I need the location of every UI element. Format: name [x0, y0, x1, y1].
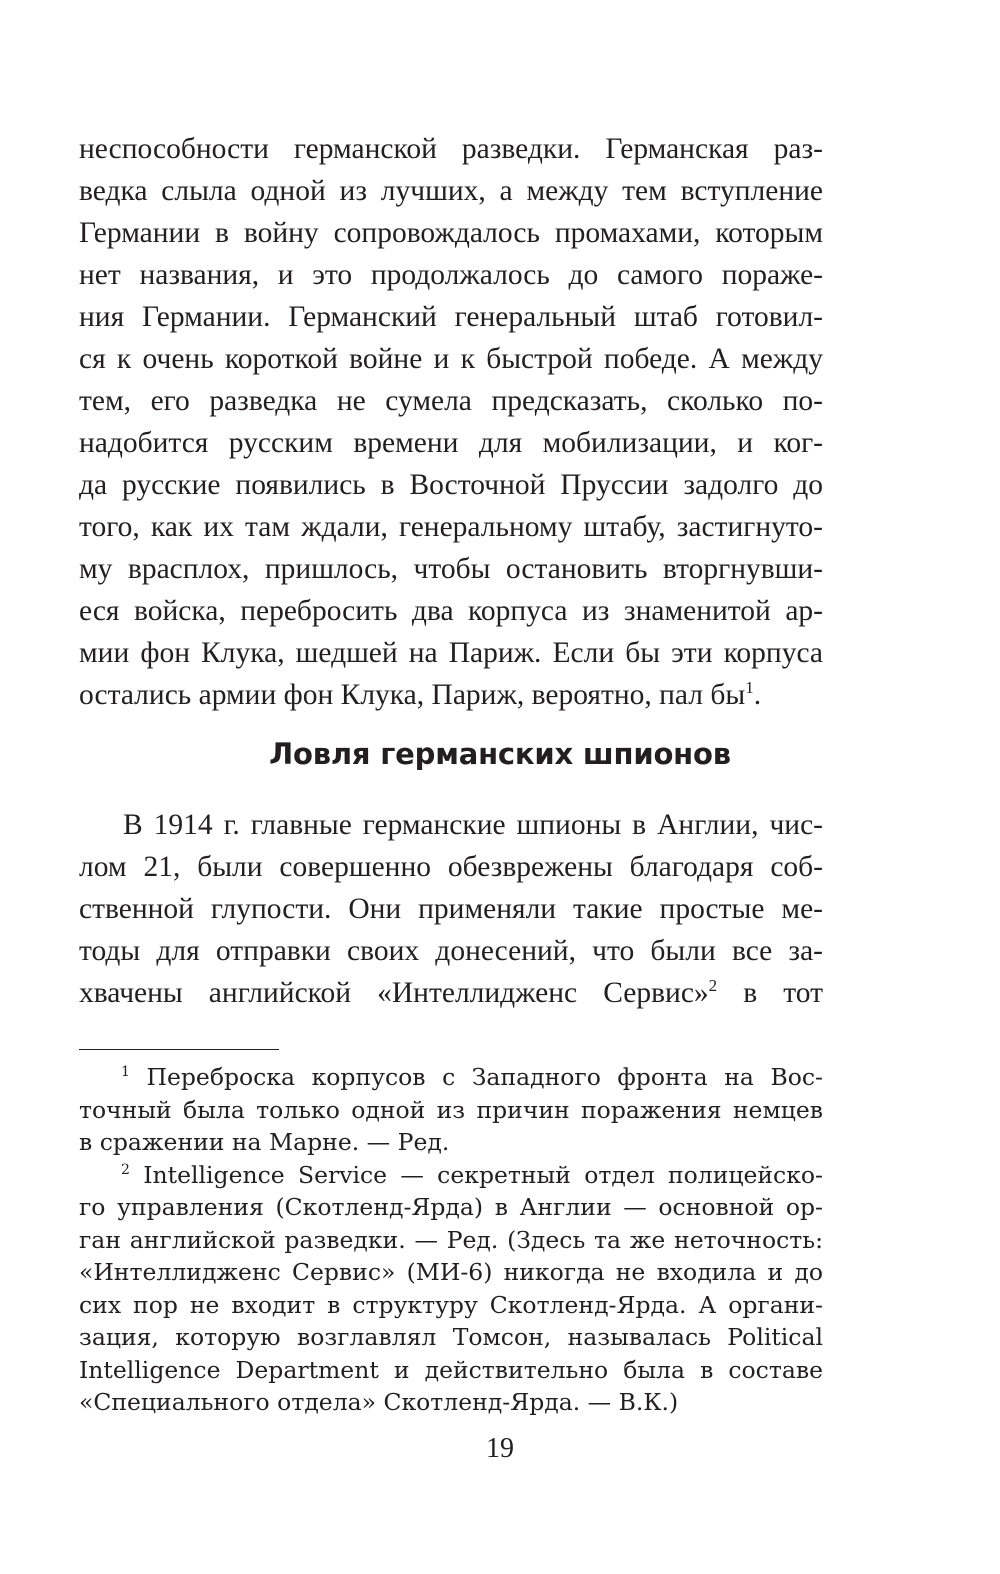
text-line: ведка слыла одной из лучших, а между тем вступление — [79, 175, 823, 207]
text-line: ся к очень короткой войне и к быстрой победе. А между — [79, 343, 823, 375]
text-line-content: остались армии фон Клука, Париж, вероятно, пал бы — [79, 679, 746, 711]
text-line-content: хвачены английской «Интеллидженс Сервис» — [79, 977, 709, 1009]
text-line: Германии в войну сопровождалось промахами, которым — [79, 217, 823, 249]
footnote-separator — [79, 1049, 279, 1050]
page-number: 19 — [486, 1433, 514, 1464]
section-heading: Ловля германских шпионов — [269, 737, 731, 771]
footnote-2-line: Intelligence Department и действительно была в составе — [79, 1355, 823, 1384]
text-line-tail: в тот — [717, 977, 823, 1009]
end-punctuation: . — [753, 679, 762, 711]
footnotes — [79, 1061, 823, 1419]
text-line: нет названия, и это продолжалось до самого пораже- — [79, 259, 823, 291]
text-line-last — [79, 674, 823, 716]
footnote-2-line — [79, 1159, 823, 1192]
footnote-2-line: сих пор не входит в структуру Скотленд-Ярда. А органи- — [79, 1290, 823, 1319]
text-line: тем, его разведка не сумела предсказать, сколько по- — [79, 385, 823, 417]
footnote-2-marker: 2 — [121, 1161, 130, 1178]
footnote-2-line: ган английской разведки. — Ред. (Здесь та же неточность: — [79, 1225, 823, 1254]
footnote-1-text: Переброска корпусов с Западного фронта на Вос- — [129, 1063, 823, 1091]
footnote-2-text: Intelligence Service — секретный отдел полицейско- — [129, 1160, 823, 1189]
footnote-1-marker: 1 — [121, 1064, 130, 1081]
footnote-1-line — [79, 1061, 823, 1094]
footnote-1-line: точный была только одной из причин поражения немцев — [79, 1095, 823, 1124]
text-line: мии фон Клука, шедшей на Париж. Если бы эти корпуса — [79, 637, 823, 669]
paragraph-2 — [79, 804, 823, 1014]
text-line: да русские появились в Восточной Пруссии задолго до — [79, 469, 823, 501]
footnote-1-line: в сражении на Марне. — Ред. — [79, 1128, 450, 1156]
paragraph-1 — [79, 128, 823, 716]
text-line: неспособности германской разведки. Германская раз- — [79, 133, 823, 165]
text-line: ственной глупости. Они применяли такие простые ме- — [79, 893, 823, 925]
text-line: еся войска, перебросить два корпуса из знаменитой ар- — [79, 595, 823, 627]
text-line-with-ref — [79, 972, 823, 1014]
text-line: ния Германии. Германский генеральный штаб готовил- — [79, 301, 823, 333]
text-line: В 1914 г. главные германские шпионы в Англии, чис- — [123, 809, 823, 841]
text-line: лом 21, были совершенно обезврежены благодаря соб- — [79, 851, 823, 883]
footnote-2-line: «Интеллидженс Сервис» (МИ-6) никогда не входила и до — [79, 1258, 823, 1286]
footnote-2-line: зация, которую возглавлял Томсон, называлась Political — [79, 1323, 823, 1351]
footnote-ref-1[interactable]: 1 — [745, 678, 754, 698]
text-line: му врасплох, пришлось, чтобы остановить вторгнувши- — [79, 553, 823, 585]
text-line: тоды для отправки своих донесений, что были все за- — [79, 935, 823, 967]
footnote-ref-2[interactable]: 2 — [708, 976, 718, 996]
footnote-2-line: го управления (Скотленд-Ярда) в Англии — основной ор- — [79, 1193, 823, 1221]
text-line: надобится русским времени для мобилизации, и ког- — [79, 427, 823, 459]
text-line: того, как их там ждали, генеральному штабу, застигнуто- — [79, 511, 823, 543]
footnote-2-line: «Специального отдела» Скотленд-Ярда. — В.К.) — [79, 1388, 679, 1416]
